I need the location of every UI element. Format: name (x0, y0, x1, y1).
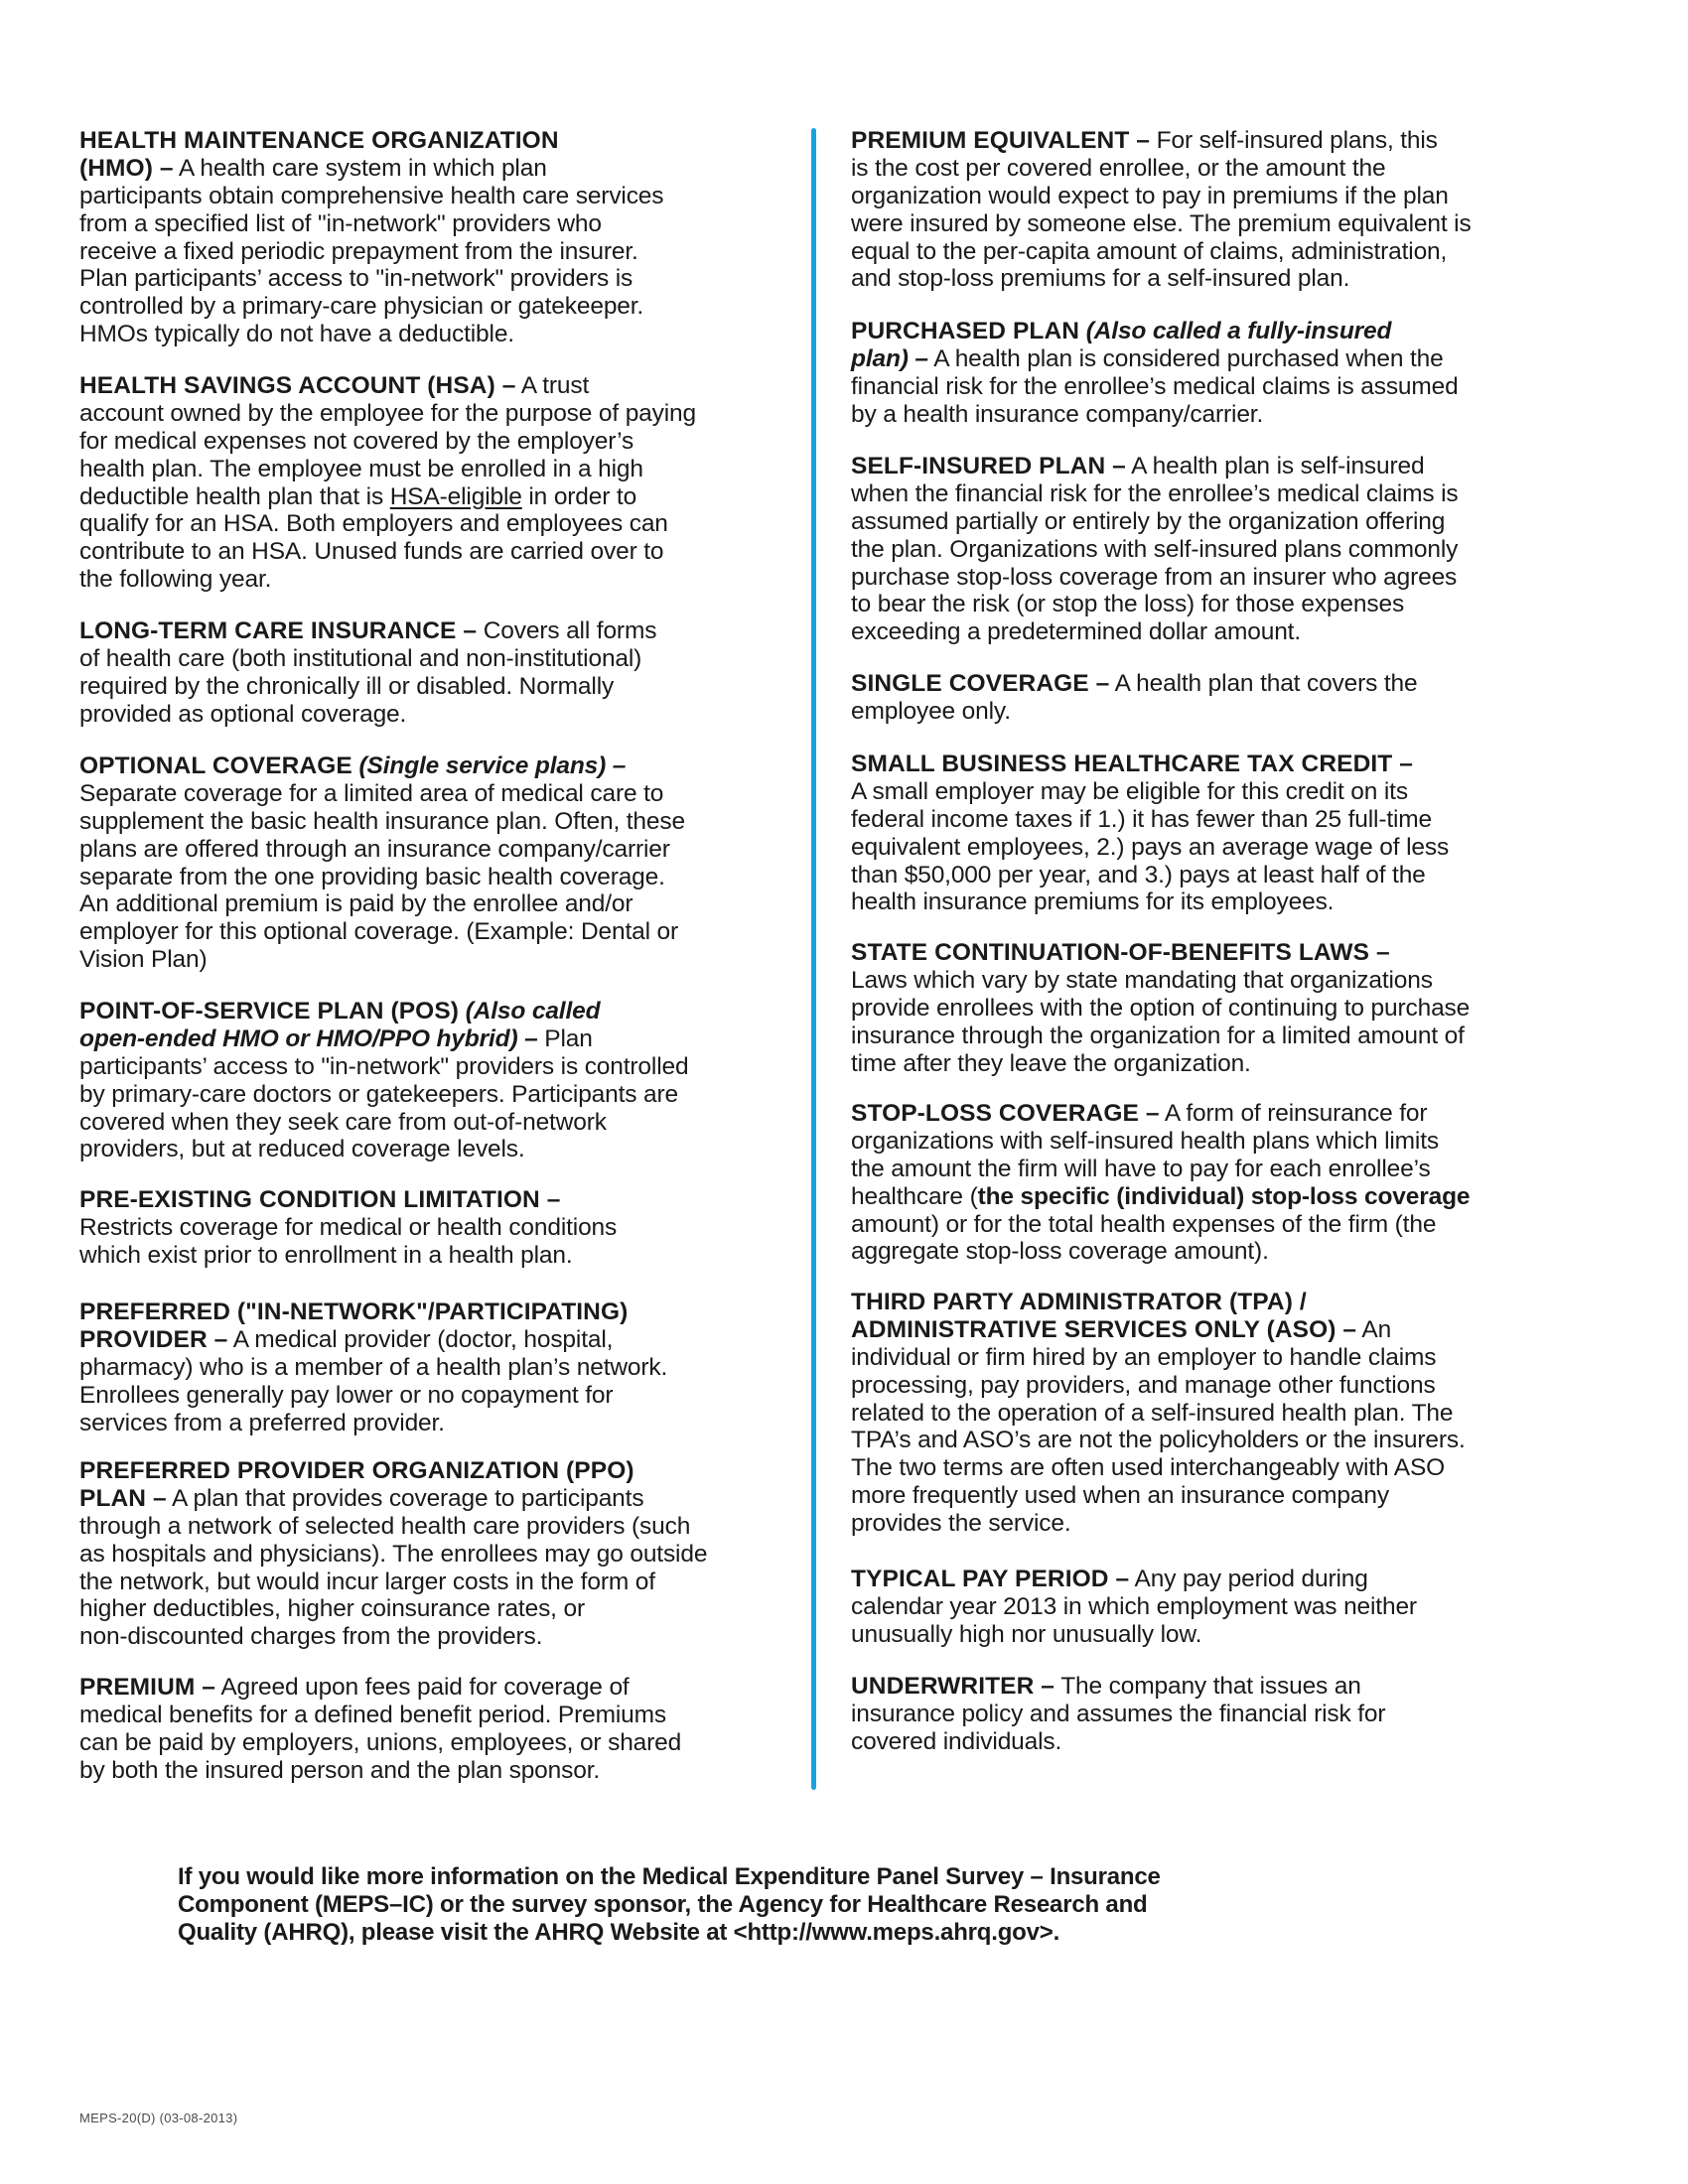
definition-text: as hospitals and physicians). The enrollees may go outside (79, 1540, 708, 1568)
entry-line (79, 946, 809, 974)
entry-line (851, 1023, 1606, 1050)
entry-line (79, 1569, 809, 1596)
entry-line (79, 265, 809, 293)
entry-line (851, 1183, 1606, 1211)
entry-line (79, 1109, 809, 1137)
definition-text: Vision Plan) (79, 946, 208, 974)
definition-text: participants’ access to "in-network" providers is controlled (79, 1052, 689, 1080)
entry-line (79, 155, 809, 183)
definition-text: insurance policy and assumes the financial risk for (851, 1700, 1386, 1727)
term-label: HEALTH MAINTENANCE ORGANIZATION (79, 127, 559, 154)
definition-text: insurance through the organization for a limited amount of (851, 1022, 1465, 1049)
glossary-entry-single-coverage (851, 670, 1606, 726)
entry-first-line (79, 617, 809, 645)
glossary-entry-ppo (79, 1457, 809, 1651)
term-label: TYPICAL PAY PERIOD – (851, 1566, 1130, 1592)
term-label: STOP-LOSS COVERAGE – (851, 1100, 1160, 1127)
entry-line (79, 918, 809, 946)
term-note: (Single service plans) – (352, 752, 627, 779)
term-label: UNDERWRITER – (851, 1673, 1055, 1700)
definition-text: healthcare ( (851, 1182, 978, 1210)
entry-line (851, 778, 1606, 806)
entry-line (851, 564, 1606, 592)
definition-text: Enrollees generally pay lower or no copayment for (79, 1381, 614, 1409)
term-label: PREMIUM EQUIVALENT – (851, 127, 1151, 154)
term-label: LONG-TERM CARE INSURANCE – (79, 617, 478, 644)
entry-line (851, 1372, 1606, 1400)
glossary-entry-state-continuation (851, 939, 1606, 1077)
entry-line (851, 888, 1606, 916)
definition-text: equal to the per-capita amount of claims, administration, (851, 237, 1448, 265)
glossary-entry-typical-pay-period (851, 1566, 1606, 1649)
entry-line (79, 1729, 809, 1757)
entry-first-line (851, 939, 1606, 967)
entry-line (851, 1156, 1606, 1183)
entry-line (851, 591, 1606, 618)
glossary-entry-underwriter (851, 1673, 1606, 1756)
term-label: PREMIUM – (79, 1674, 216, 1701)
entry-line (851, 536, 1606, 564)
column-divider (811, 128, 816, 1790)
definition-text: A small employer may be eligible for this credit on its (851, 777, 1408, 805)
definition-text: more frequently used when an insurance company (851, 1482, 1389, 1510)
definition-text: by primary-care doctors or gatekeepers. Participants are (79, 1080, 678, 1108)
entry-first-line (851, 1566, 1606, 1593)
definition-text: which exist prior to enrollment in a health plan. (79, 1241, 573, 1269)
definition-text: aggregate stop-loss coverage amount). (851, 1238, 1269, 1266)
glossary-entry-self-insured-plan (851, 453, 1606, 646)
entry-line (851, 1621, 1606, 1649)
definition-text: employee only. (851, 697, 1011, 725)
entry-line (79, 293, 809, 321)
definition-text: The two terms are often used interchangeably with ASO (851, 1454, 1446, 1482)
term-label: ADMINISTRATIVE SERVICES ONLY (ASO) – (851, 1315, 1357, 1343)
entry-line (79, 1595, 809, 1623)
entry-line (851, 1454, 1606, 1482)
entry-line (79, 1623, 809, 1651)
entry-line (851, 480, 1606, 508)
entry-line (79, 673, 809, 701)
definition-text: organizations with self-insured health plans which limits (851, 1127, 1439, 1155)
definition-text: A health plan is self-insured (1125, 453, 1425, 479)
definition-text: individual or firm hired by an employer to handle claims (851, 1343, 1437, 1371)
term-label: PURCHASED PLAN (851, 318, 1080, 344)
entry-line (851, 834, 1606, 862)
definition-text: higher deductibles, higher coinsurance rates, or (79, 1595, 585, 1623)
definition-text: TPA’s and ASO’s are not the policyholders or the insurers. (851, 1427, 1466, 1454)
entry-first-line (79, 1674, 809, 1702)
definition-text: time after they leave the organization. (851, 1049, 1251, 1077)
definition-text: A medical provider (doctor, hospital, (227, 1325, 614, 1353)
definition-text: is the cost per covered enrollee, or the amount the (851, 154, 1386, 182)
definition-text: The company that issues an (1055, 1673, 1361, 1700)
entry-line (79, 428, 809, 456)
definition-text: provides the service. (851, 1510, 1071, 1538)
entry-line (851, 155, 1606, 183)
definition-text: covered when they seek care from out-of-network (79, 1108, 607, 1136)
entry-line (79, 1410, 809, 1437)
entry-first-line (851, 751, 1606, 778)
definition-text: the amount the firm will have to pay for each enrollee’s (851, 1155, 1431, 1182)
entry-first-line (79, 752, 809, 780)
entry-first-line (79, 1186, 809, 1214)
term-label: PREFERRED ("IN-NETWORK"/PARTICIPATING) (79, 1298, 629, 1325)
definition-text: A trust (515, 372, 590, 399)
underlined-text: HSA-eligible (389, 482, 522, 510)
term-note: (Also called (459, 998, 601, 1024)
definition-text: the following year. (79, 566, 272, 594)
definition-text: unusually high nor unusually low. (851, 1620, 1202, 1648)
term-note: plan) – (851, 344, 928, 372)
entry-first-line (79, 998, 809, 1025)
term-label: THIRD PARTY ADMINISTRATOR (TPA) / (851, 1289, 1307, 1315)
definition-text: Agreed upon fees paid for coverage of (215, 1674, 630, 1701)
entry-line (79, 836, 809, 864)
term-label: SELF-INSURED PLAN – (851, 453, 1126, 479)
definition-text: qualify for an HSA. Both employers and employees can (79, 510, 668, 538)
term-label: PLAN – (79, 1484, 167, 1512)
entry-line (79, 183, 809, 210)
definition-text: receive a fixed periodic prepayment from the insurer. (79, 237, 638, 265)
entry-line (851, 1510, 1606, 1538)
entry-line (851, 806, 1606, 834)
entry-line (851, 1128, 1606, 1156)
entry-first-line (79, 1457, 809, 1485)
definition-text: supplement the basic health insurance plan. Often, these (79, 807, 685, 835)
definition-text: covered individuals. (851, 1727, 1062, 1755)
definition-text: Restricts coverage for medical or health conditions (79, 1213, 618, 1241)
definition-text: by a health insurance company/carrier. (851, 400, 1264, 428)
entry-line (79, 510, 809, 538)
glossary-entry-pre-existing (79, 1186, 809, 1270)
entry-line (851, 210, 1606, 238)
entry-first-line (851, 670, 1606, 698)
entry-line (851, 183, 1606, 210)
definition-text: financial risk for the enrollee’s medical claims is assumed (851, 372, 1459, 400)
glossary-entry-premium-equivalent (851, 127, 1606, 293)
note-line: Component (MEPS–IC) or the survey sponsor, the Agency for Healthcare Research and (178, 1891, 1148, 1918)
entry-line (851, 1728, 1606, 1756)
entry-line (79, 1757, 809, 1785)
definition-text: organization would expect to pay in premiums if the plan (851, 182, 1449, 209)
definition-text: health insurance premiums for its employees. (851, 888, 1335, 916)
definition-text: employer for this optional coverage. (Example: Dental or (79, 918, 679, 946)
emphasized-text: the specific (individual) stop-loss coverage (977, 1182, 1471, 1210)
glossary-entry-hmo (79, 127, 809, 348)
definition-text: Plan (537, 1024, 593, 1052)
entry-line (79, 1382, 809, 1410)
glossary-entry-small-business-tax-credit (851, 751, 1606, 916)
definition-text: Separate coverage for a limited area of medical care to (79, 779, 664, 807)
definition-text: amount) or for the total health expenses of the firm (the (851, 1210, 1437, 1238)
term-label: STATE CONTINUATION-OF-BENEFITS LAWS – (851, 939, 1390, 966)
definition-text: HMOs typically do not have a deductible. (79, 321, 514, 348)
entry-line (851, 967, 1606, 995)
entry-line (79, 701, 809, 729)
definition-text: equivalent employees, 2.) pays an average wage of less (851, 833, 1450, 861)
definition-text: Laws which vary by state mandating that organizations (851, 966, 1433, 994)
entry-first-line (851, 453, 1606, 480)
entry-line (79, 890, 809, 918)
definition-text: the network, but would incur larger costs in the form of (79, 1568, 655, 1595)
entry-line (79, 864, 809, 891)
entry-line (79, 566, 809, 594)
glossary-entry-stop-loss (851, 1100, 1606, 1266)
definition-text: required by the chronically ill or disabled. Normally (79, 672, 615, 700)
definition-text: to bear the risk (or stop the loss) for those expenses (851, 591, 1405, 618)
entry-line (851, 238, 1606, 266)
definition-text: calendar year 2013 in which employment was neither (851, 1592, 1417, 1620)
entry-line (851, 1482, 1606, 1510)
definition-text: related to the operation of a self-insured health plan. The (851, 1399, 1454, 1427)
glossary-entry-optional-coverage (79, 752, 809, 974)
entry-line (851, 862, 1606, 889)
entry-first-line (79, 1298, 809, 1326)
definition-text: A plan that provides coverage to participants (166, 1484, 644, 1512)
entry-first-line (79, 127, 809, 155)
entry-line (79, 808, 809, 836)
definition-text: providers, but at reduced coverage levels. (79, 1136, 525, 1163)
entry-line (851, 373, 1606, 401)
entry-line (851, 1050, 1606, 1078)
entry-line (851, 1400, 1606, 1428)
entry-line (851, 1316, 1606, 1344)
entry-first-line (851, 127, 1606, 155)
definition-text: than $50,000 per year, and 3.) pays at least half of the (851, 861, 1426, 888)
entry-first-line (851, 1289, 1606, 1316)
entry-line (79, 210, 809, 238)
definition-text: account owned by the employee for the purpose of paying (79, 399, 696, 427)
definition-text: contribute to an HSA. Unused funds are carried over to (79, 538, 664, 566)
definition-text: health plan. The employee must be enrolled in a high (79, 455, 643, 482)
definition-text: A form of reinsurance for (1159, 1100, 1428, 1127)
entry-line (79, 456, 809, 483)
definition-text: An additional premium is paid by the enrollee and/or (79, 890, 633, 918)
definition-text: can be paid by employers, unions, employees, or shared (79, 1728, 682, 1756)
definition-text: Plan participants’ access to "in-network" providers is (79, 265, 633, 293)
definition-text: controlled by a primary-care physician or gatekeeper. (79, 293, 644, 321)
definition-text: Covers all forms (477, 617, 657, 644)
entry-line (851, 1427, 1606, 1454)
term-note: open-ended HMO or HMO/PPO hybrid) – (79, 1024, 538, 1052)
glossary-entry-hsa (79, 372, 809, 594)
term-label: (HMO) – (79, 154, 174, 182)
definition-text: A health plan that covers the (1109, 670, 1418, 697)
definition-text: of health care (both institutional and non-institutional) (79, 644, 642, 672)
definition-text: An (1356, 1315, 1392, 1343)
definition-text: plans are offered through an insurance company/carrier (79, 835, 670, 863)
glossary-entry-tpa-aso (851, 1289, 1606, 1538)
definition-text: deductible health plan that is (79, 482, 390, 510)
definition-text: medical benefits for a defined benefit period. Premiums (79, 1701, 666, 1728)
more-information-note (178, 1863, 1469, 1947)
definition-text: non-discounted charges from the providers. (79, 1623, 543, 1651)
entry-line (79, 1025, 809, 1053)
term-label: POINT-OF-SERVICE PLAN (POS) (79, 998, 460, 1024)
definition-text: separate from the one providing basic health coverage. (79, 863, 665, 890)
term-label: PRE-EXISTING CONDITION LIMITATION – (79, 1186, 561, 1213)
entry-line (79, 645, 809, 673)
entry-line (851, 1238, 1606, 1266)
entry-first-line (79, 372, 809, 400)
definition-text: when the financial risk for the enrollee’s medical claims is (851, 479, 1459, 507)
term-note: (Also called a fully-insured (1079, 318, 1392, 344)
entry-line (79, 400, 809, 428)
glossary-entry-premium (79, 1674, 809, 1785)
entry-first-line (851, 318, 1606, 345)
definition-text: A health plan is considered purchased when the (927, 344, 1444, 372)
entry-line (79, 1485, 809, 1513)
definition-text: For self-insured plans, this (1150, 127, 1438, 154)
entry-line (79, 321, 809, 348)
definition-text: in order to (521, 482, 637, 510)
definition-text: services from a preferred provider. (79, 1409, 445, 1436)
entry-line (79, 1513, 809, 1541)
entry-line (79, 780, 809, 808)
entry-line (79, 238, 809, 266)
definition-text: A health care system in which plan (173, 154, 547, 182)
entry-line (79, 538, 809, 566)
definition-text: by both the insured person and the plan sponsor. (79, 1756, 601, 1784)
entry-line (851, 508, 1606, 536)
definition-text: processing, pay providers, and manage other functions (851, 1371, 1436, 1399)
definition-text: the plan. Organizations with self-insured plans commonly (851, 535, 1459, 563)
term-label: HEALTH SAVINGS ACCOUNT (HSA) – (79, 372, 516, 399)
entry-line (851, 401, 1606, 429)
entry-line (79, 1081, 809, 1109)
entry-line (851, 1344, 1606, 1372)
term-label: PROVIDER – (79, 1325, 228, 1353)
entry-line (79, 1354, 809, 1382)
definition-text: Any pay period during (1129, 1566, 1368, 1592)
term-label: SMALL BUSINESS HEALTHCARE TAX CREDIT – (851, 751, 1413, 777)
entry-line (851, 618, 1606, 646)
entry-line (851, 1701, 1606, 1728)
entry-line (851, 265, 1606, 293)
entry-line (851, 1593, 1606, 1621)
definition-text: from a specified list of "in-network" providers who (79, 209, 602, 237)
entry-line (79, 1702, 809, 1729)
definition-text: purchase stop-loss coverage from an insurer who agrees (851, 563, 1458, 591)
note-line: If you would like more information on the Medical Expenditure Panel Survey – Insurance (178, 1863, 1161, 1890)
entry-line (79, 1053, 809, 1081)
entry-first-line (851, 1100, 1606, 1128)
term-label: OPTIONAL COVERAGE (79, 752, 352, 779)
definition-text: for medical expenses not covered by the employer’s (79, 427, 634, 455)
term-label: PREFERRED PROVIDER ORGANIZATION (PPO) (79, 1457, 634, 1484)
definition-text: provide enrollees with the option of continuing to purchase (851, 994, 1471, 1022)
entry-line (79, 1541, 809, 1569)
glossary-entry-preferred-provider (79, 1298, 809, 1436)
definition-text: participants obtain comprehensive health care services (79, 182, 664, 209)
definition-text: assumed partially or entirely by the organization offering (851, 507, 1446, 535)
form-code: MEPS-20(D) (03-08-2013) (79, 2111, 238, 2125)
glossary-entry-purchased-plan (851, 318, 1606, 429)
entry-line (851, 345, 1606, 373)
entry-line (79, 1136, 809, 1163)
definition-text: provided as optional coverage. (79, 700, 407, 728)
entry-line (851, 1211, 1606, 1239)
glossary-entry-pos (79, 998, 809, 1163)
entry-line (851, 698, 1606, 726)
definition-text: exceeding a predetermined dollar amount. (851, 618, 1301, 646)
term-label: SINGLE COVERAGE – (851, 670, 1110, 697)
entry-line (851, 995, 1606, 1023)
glossary-entry-long-term-care (79, 617, 809, 729)
entry-first-line (851, 1673, 1606, 1701)
definition-text: through a network of selected health care providers (such (79, 1512, 691, 1540)
note-line: Quality (AHRQ), please visit the AHRQ Website at <http://www.meps.ahrq.gov>. (178, 1919, 1060, 1946)
definition-text: and stop-loss premiums for a self-insured plan. (851, 265, 1350, 293)
entry-line (79, 1326, 809, 1354)
entry-line (79, 1214, 809, 1242)
definition-text: federal income taxes if 1.) it has fewer than 25 full-time (851, 805, 1433, 833)
definition-text: were insured by someone else. The premium equivalent is (851, 209, 1472, 237)
entry-line (79, 483, 809, 511)
definition-text: pharmacy) who is a member of a health plan’s network. (79, 1353, 668, 1381)
entry-line (79, 1242, 809, 1270)
